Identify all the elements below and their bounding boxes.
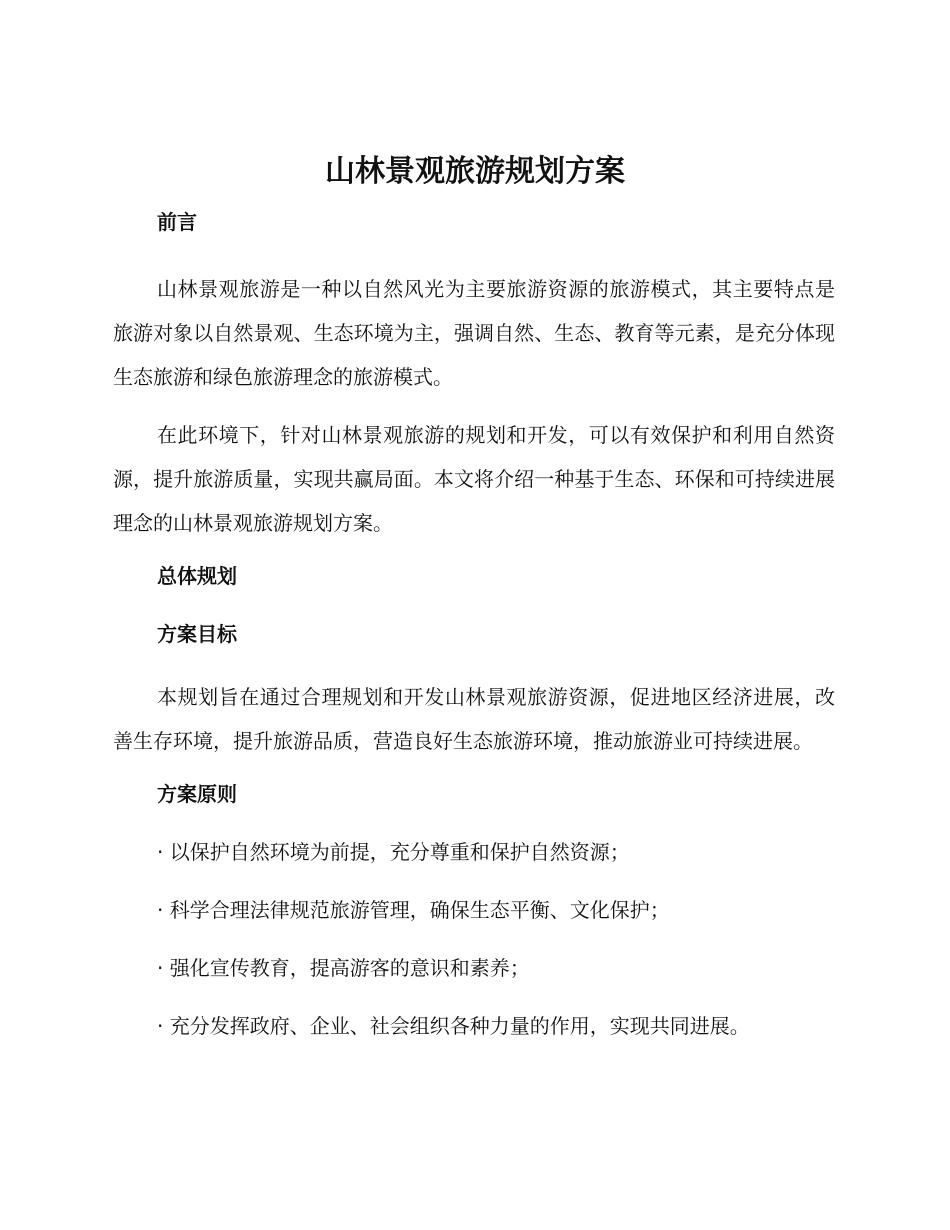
principle-item: · 科学合理法律规范旅游管理，确保生态平衡、文化保护； — [157, 898, 670, 922]
principle-item: · 充分发挥政府、企业、社会组织各种力量的作用，实现共同进展。 — [157, 1014, 750, 1038]
section-heading-preface: 前言 — [157, 210, 197, 234]
document-body — [113, 205, 835, 1067]
principle-item: · 以保护自然环境为前提，充分尊重和保护自然资源； — [157, 840, 630, 864]
section-heading-overall-plan: 总体规划 — [157, 564, 237, 588]
document-title: 山林景观旅游规划方案 — [325, 154, 625, 189]
principle-item: · 强化宣传教育，提高游客的意识和素养； — [157, 956, 530, 980]
goals-paragraph: 本规划旨在通过合理规划和开发山林景观旅游资源，促进地区经济进展，改善生存环境，提升旅游品质，营造良好生态旅游环境，推动旅游业可持续进展。 — [113, 685, 835, 753]
section-heading-goals: 方案目标 — [157, 622, 237, 646]
preface-paragraph-2: 在此环境下，针对山林景观旅游的规划和开发，可以有效保护和利用自然资源，提升旅游质量，实现共赢局面。本文将介绍一种基于生态、环保和可持续进展理念的山林景观旅游规划方案。 — [113, 423, 835, 535]
preface-paragraph-1: 山林景观旅游是一种以自然风光为主要旅游资源的旅游模式，其主要特点是旅游对象以自然景观、生态环境为主，强调自然、生态、教育等元素，是充分体现生态旅游和绿色旅游理念的旅游模式。 — [113, 277, 835, 389]
section-heading-principles: 方案原则 — [157, 782, 237, 806]
